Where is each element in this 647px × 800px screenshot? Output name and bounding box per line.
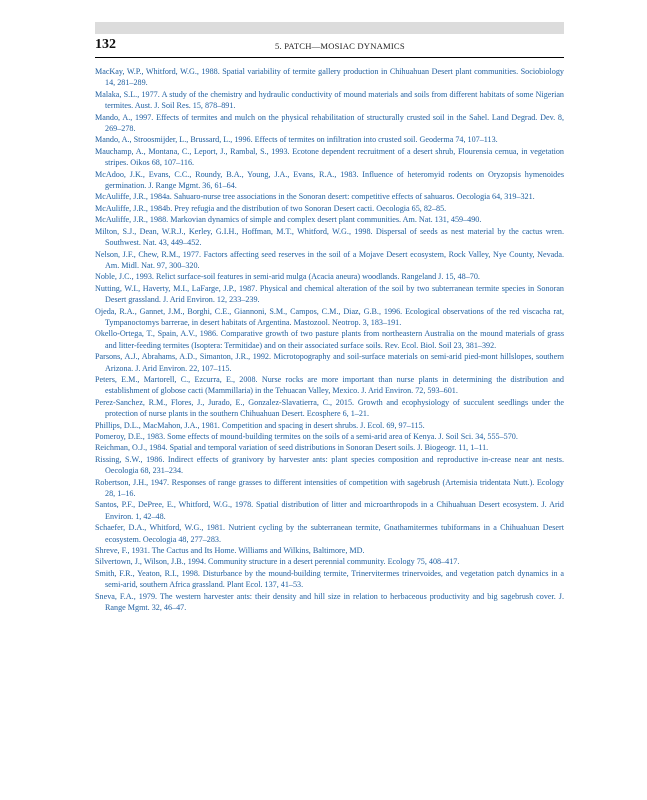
reference-entry: Robertson, J.H., 1947. Responses of range grasses to different intensities of competition with sagebrush (Artemisia tridentata Nutt.). Ecology 28, 1–16. <box>95 477 564 499</box>
reference-entry: Nutting, W.I., Haverty, M.I., LaFarge, J.P., 1987. Physical and chemical alteration of the soil by two subterranean termite species in Sonoran Desert grassland. J. Arid Environ. 12, 233–239. <box>95 283 564 305</box>
reference-entry: Malaka, S.L., 1977. A study of the chemistry and hydraulic conductivity of mound materials and soils from different habitats of some Nigerian termites. Aust. J. Soil Res. 15, 878–891. <box>95 89 564 111</box>
reference-entry: Phillips, D.L., MacMahon, J.A., 1981. Competition and spacing in desert shrubs. J. Ecol. 69, 97–115. <box>95 420 425 430</box>
reference-entry: McAuliffe, J.R., 1984b. Prey refugia and the distribution of two Sonoran Desert cacti. Oecologia 65, 82–85. <box>95 203 447 213</box>
top-gray-bar <box>95 22 564 34</box>
reference-entry: Parsons, A.J., Abrahams, A.D., Simanton, J.R., 1992. Microtopography and soil-surface materials on semi-arid pied-mont hillslopes, southern Arizona. J. Arid Environ. 22, 107–115. <box>95 352 564 373</box>
reference-entry: Sneva, F.A., 1979. The western harvester ants: their density and hill size in relation to herbaceous productivity and big sagebrush cover. J. Range Mgmt. 32, 46–47. <box>95 591 564 613</box>
reference-entry: Mando, A., Stroosmijder, L., Brussard, L., 1996. Effects of termites on infiltration into crusted soil. Geoderma 74, 107–113. <box>95 135 498 145</box>
reference-entry: McAuliffe, J.R., 1988. Markovian dynamics of simple and complex desert plant communities. Am. Nat. 131, 459–490. <box>95 215 482 225</box>
reference-entry: Pomeroy, D.E., 1983. Some effects of mound-building termites on the soils of a semi-arid area of Kenya. J. Soil Sci. 34, 555–570. <box>95 432 518 441</box>
reference-entry: Milton, S.J., Dean, W.R.J., Kerley, G.I.H., Hoffman, M.T., Whitford, W.G., 1998. Dispersal of seeds as nest material by the cactus wren. Southwest. Nat. 43, 449–452. <box>95 226 564 248</box>
reference-entry: McAuliffe, J.R., 1984a. Sahuaro-nurse tree associations in the Sonoran desert: competitive effects of sahuaros. Oecologia 64, 319–321. <box>95 192 535 202</box>
reference-entry: McAdoo, J.K., Evans, C.C., Roundy, B.A., Young, J.A., Evans, R.A., 1983. Influence of heteromyid rodents on Oryzopsis hymenoides germination. J. Range Mgmt. 36, 61–64. <box>95 169 564 191</box>
reference-entry: Rissing, S.W., 1986. Indirect effects of granivory by harvester ants: plant species composition and reproductive in-crease near ant nests. Oecologia 68, 231–234. <box>95 454 564 476</box>
reference-entry: Okello-Ortega, T., Spain, A.V., 1986. Comparative growth of two pasture plants from northeastern Australia on the mound materials of grass and litter-feeding termites (Isoptera: Termitidae) and on their associated surface soils. Rev. Ecol. Biol. Soil 23, 381–392. <box>95 329 564 350</box>
reference-entry: Mauchamp, A., Montana, C., Leport, J., Rambal, S., 1993. Ecotone dependent recruitment of a desert shrub, Flourensia cernua, in vegetation stripes. Oikos 68, 107–116. <box>95 146 564 168</box>
reference-entry: Smith, F.R., Yeaton, R.I., 1998. Disturbance by the mound-building termite, Trinervitermes trinervoides, and vegetation patch dynamics in a semi-arid, southern Africa grassland. Plant Ecol. 137, 41–53. <box>95 568 564 590</box>
reference-entry: Reichman, O.J., 1984. Spatial and temporal variation of seed distributions in Sonoran Desert soils. J. Biogeogr. 11, 1–11. <box>95 443 489 453</box>
running-head: 5. PATCH—MOSIAC DYNAMICS <box>275 41 405 51</box>
reference-list <box>95 66 564 614</box>
reference-entry: Mando, A., 1997. Effects of termites and mulch on the physical rehabilitation of structurally crusted soil in the Sahel. Land Degrad. Dev. 8, 269–278. <box>95 112 564 134</box>
reference-entry: Perez-Sanchez, R.M., Flores, J., Jurado, E., Gonzalez-Slavatierra, C., 2015. Growth and ecophysiology of succulent seedlings under the protection of nurse plants in the southern Chihuahuan Desert. Ecosphere 6, 1–21. <box>95 397 564 419</box>
page-header <box>95 35 564 58</box>
page-number: 132 <box>95 37 116 52</box>
reference-entry: Silvertown, J., Wilson, J.B., 1994. Community structure in a desert perennial community. Ecology 75, 408–417. <box>95 557 460 567</box>
reference-entry: Santos, P.F., DePree, E., Whitford, W.G., 1978. Spatial distribution of litter and microarthropods in a Chihuahuan Desert ecosystem. J. Arid Environ. 1, 42–48. <box>95 500 564 521</box>
reference-entry: Peters, E.M., Martorell, C., Ezcurra, E., 2008. Nurse rocks are more important than nurse plants in determining the distribution and establishment of globose cacti (Mammillaria) in the Tehuacan Valley, Mexico. J. Arid Environ. 72, 593–601. <box>95 374 564 396</box>
reference-entry: Noble, J.C., 1993. Relict surface-soil features in semi-arid mulga (Acacia aneura) woodlands. Rangeland J. 15, 48–70. <box>95 272 480 282</box>
reference-entry: MacKay, W.P., Whitford, W.G., 1988. Spatial variability of termite gallery production in Chihuahuan Desert plant communities. Sociobiology 14, 281–289. <box>95 67 564 88</box>
reference-entry: Schaefer, D.A., Whitford, W.G., 1981. Nutrient cycling by the subterranean termite, Gnathamitermes tubiformans in a Chihuahuan Desert ecosystem. Oecologia 48, 277–283. <box>95 523 564 544</box>
reference-entry: Nelson, J.F., Chew, R.M., 1977. Factors affecting seed reserves in the soil of a Mojave Desert ecosystem, Rock Valley, Nye County, Nevada. Am. Midl. Nat. 97, 300–320. <box>95 249 564 270</box>
reference-entry: Shreve, F., 1931. The Cactus and Its Home. Williams and Wilkins, Baltimore, MD. <box>95 546 365 556</box>
reference-entry: Ojeda, R.A., Gannet, J.M., Borghi, C.E., Giannoni, S.M., Campos, C.M., Diaz, G.B., 1996. Ecological observations of the red viscacha rat, Tympanoctomys barrerae, in desert habitats of Argentina. Mastozool. Neotrop. 3, 183–191. <box>95 306 564 327</box>
